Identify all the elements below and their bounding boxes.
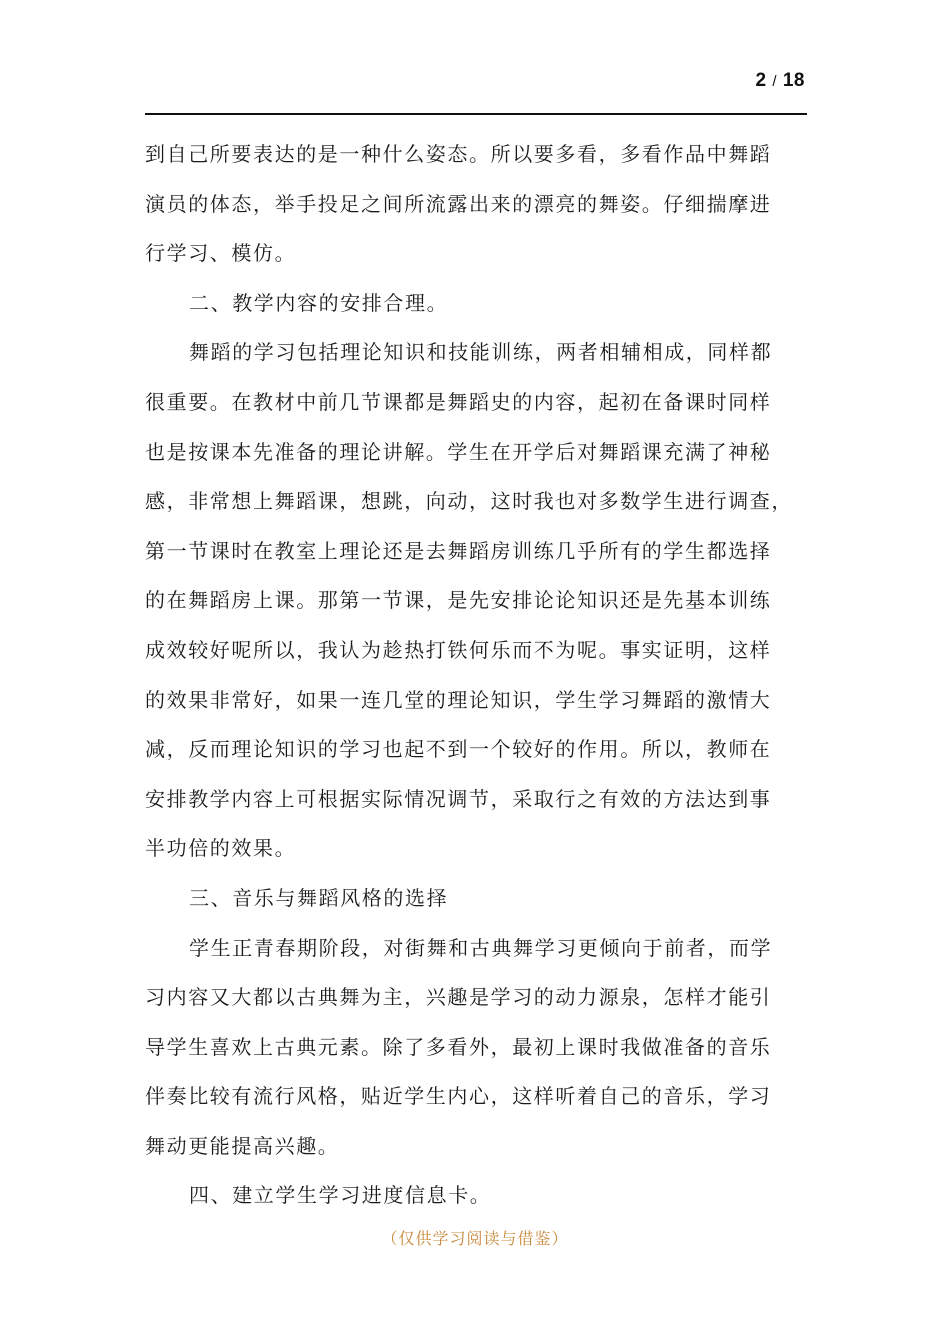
- text-line: 的在舞蹈房上课。那第一节课，是先安排论论知识还是先基本训练: [145, 588, 772, 613]
- page-total: 18: [782, 70, 805, 91]
- text-line: 第一节课时在教室上理论还是去舞蹈房训练几乎所有的学生都选择: [145, 538, 772, 563]
- page-number: [756, 70, 805, 92]
- text-line: 行学习、模仿。: [145, 241, 297, 266]
- header-rule: [145, 113, 807, 115]
- text-line: 也是按课本先准备的理论讲解。学生在开学后对舞蹈课充满了神秘: [145, 439, 772, 464]
- text-line: 学生正青春期阶段，对街舞和古典舞学习更倾向于前者，而学: [189, 935, 773, 960]
- document-body: [145, 130, 817, 1221]
- page-current: 2: [755, 70, 767, 91]
- text-line: 舞动更能提高兴趣。: [145, 1133, 340, 1158]
- text-line: 四、建立学生学习进度信息卡。: [189, 1183, 492, 1208]
- text-line: 舞蹈的学习包括理论知识和技能训练，两者相辅相成，同样都: [189, 340, 773, 365]
- text-line: 成效较好呢所以，我认为趁热打铁何乐而不为呢。事实证明，这样: [145, 637, 772, 662]
- page-separator: /: [772, 73, 778, 90]
- text-line: 习内容又大都以古典舞为主，兴趣是学习的动力源泉，怎样才能引: [145, 985, 772, 1010]
- text-line: 感，非常想上舞蹈课，想跳，向动，这时我也对多数学生进行调查，: [145, 489, 793, 514]
- footer-note: （仅供学习阅读与借鉴）: [381, 1229, 569, 1248]
- text-line: 伴奏比较有流行风格，贴近学生内心，这样听着自己的音乐，学习: [145, 1084, 772, 1109]
- text-line: 导学生喜欢上古典元素。除了多看外，最初上课时我做准备的音乐: [145, 1034, 772, 1059]
- text-line: 二、教学内容的安排合理。: [189, 290, 449, 315]
- text-line: 减，反而理论知识的学习也起不到一个较好的作用。所以，教师在: [145, 737, 772, 762]
- text-line: 三、音乐与舞蹈风格的选择: [189, 885, 449, 910]
- text-line: 很重要。在教材中前几节课都是舞蹈史的内容，起初在备课时同样: [145, 389, 772, 414]
- text-line: 演员的体态，举手投足之间所流露出来的漂亮的舞姿。仔细揣摩进: [145, 191, 772, 216]
- text-line: 的效果非常好，如果一连几堂的理论知识，学生学习舞蹈的激情大: [145, 687, 772, 712]
- text-line: 到自己所要表达的是一种什么姿态。所以要多看，多看作品中舞蹈: [145, 142, 772, 166]
- text-line: 安排教学内容上可根据实际情况调节，采取行之有效的方法达到事: [145, 786, 772, 811]
- text-line: 半功倍的效果。: [145, 836, 297, 861]
